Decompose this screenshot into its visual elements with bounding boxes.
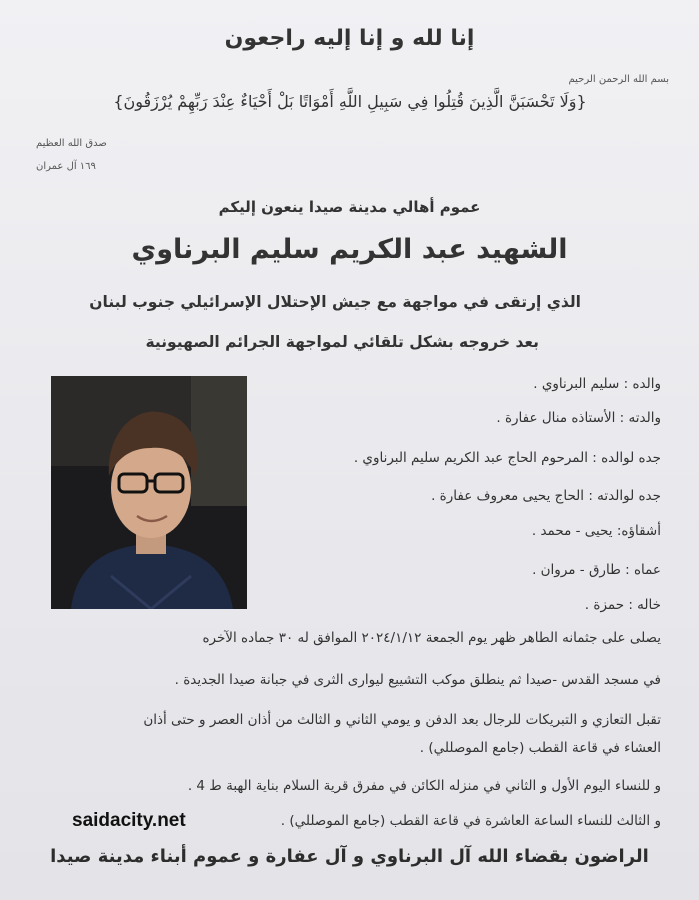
relative-paternal-grandfather: جده لوالده : المرحوم الحاج عبد الكريم سليم البرناوي . — [353, 450, 661, 466]
relative-maternal-uncle: خاله : حمزة . — [584, 597, 661, 613]
portrait-photo — [51, 376, 247, 609]
quran-verse: {وَلَا تَحْسَبَنَّ الَّذِينَ قُتِلُوا فِي سَبِيلِ اللَّهِ أَمْوَاتًا بَلْ أَحْيَاءٌ عِنْدَ رَبِّهِمْ يُرْزَقُونَ} — [113, 92, 587, 111]
women-condolence-line-1: و للنساء اليوم الأول و الثاني في منزله الكائن في مفرق قرية السلام بناية الهبة ط 4 . — [187, 778, 661, 794]
relative-uncles: عماه : طارق - مروان . — [532, 562, 661, 578]
condolence-line-1: تقبل التعازي و التبريكات للرجال بعد الدفن و يومي الثاني و الثالث من أذان العصر و حتى أذان — [143, 712, 661, 728]
relative-brothers: أشقاؤه: يحيى - محمد . — [531, 523, 661, 539]
description-line-2: بعد خروجه بشكل تلقائي لمواجهة الجرائم الصهيونية — [145, 333, 539, 351]
condolence-line-2: العشاء في قاعة القطب (جامع الموصللي) . — [419, 740, 661, 756]
martyr-name: الشهيد عبد الكريم سليم البرناوي — [131, 234, 568, 265]
relative-father: والده : سليم البرناوي . — [533, 376, 661, 392]
relative-maternal-grandfather: جده لوالدته : الحاج يحيى معروف عفارة . — [431, 488, 661, 504]
description-line-1: الذي إرتقى في مواجهة مع جيش الإحتلال الإسرائيلي جنوب لبنان — [89, 293, 581, 311]
footer-signature: الراضون بقضاء الله آل البرناوي و آل عفارة و عموم أبناء مدينة صيدا — [50, 846, 649, 867]
verse-reference: ١٦٩ آل عمران — [36, 161, 96, 172]
header-phrase: إنا لله و إنا إليه راجعون — [224, 26, 475, 51]
relative-mother: والدته : الأستاذه منال عفارة . — [496, 410, 661, 426]
funeral-line-1: يصلى على جثمانه الطاهر ظهر يوم الجمعة ٢٠٢٤/١/١٢ الموافق له ٣٠ جماده الآخره — [202, 630, 661, 646]
portrait-image — [51, 376, 247, 609]
announcer-line: عموم أهالي مدينة صيدا ينعون إليكم — [218, 198, 481, 216]
verse-closing: صدق الله العظيم — [36, 138, 107, 149]
funeral-line-2: في مسجد القدس -صيدا ثم ينطلق موكب التشييع ليوارى الثرى في جبانة صيدا الجديدة . — [174, 672, 661, 688]
basmala: بسم الله الرحمن الرحيم — [568, 74, 669, 85]
website-watermark: saidacity.net — [72, 810, 186, 831]
women-condolence-line-2: و الثالث للنساء الساعة العاشرة في قاعة القطب (جامع الموصللي) . — [280, 813, 661, 829]
